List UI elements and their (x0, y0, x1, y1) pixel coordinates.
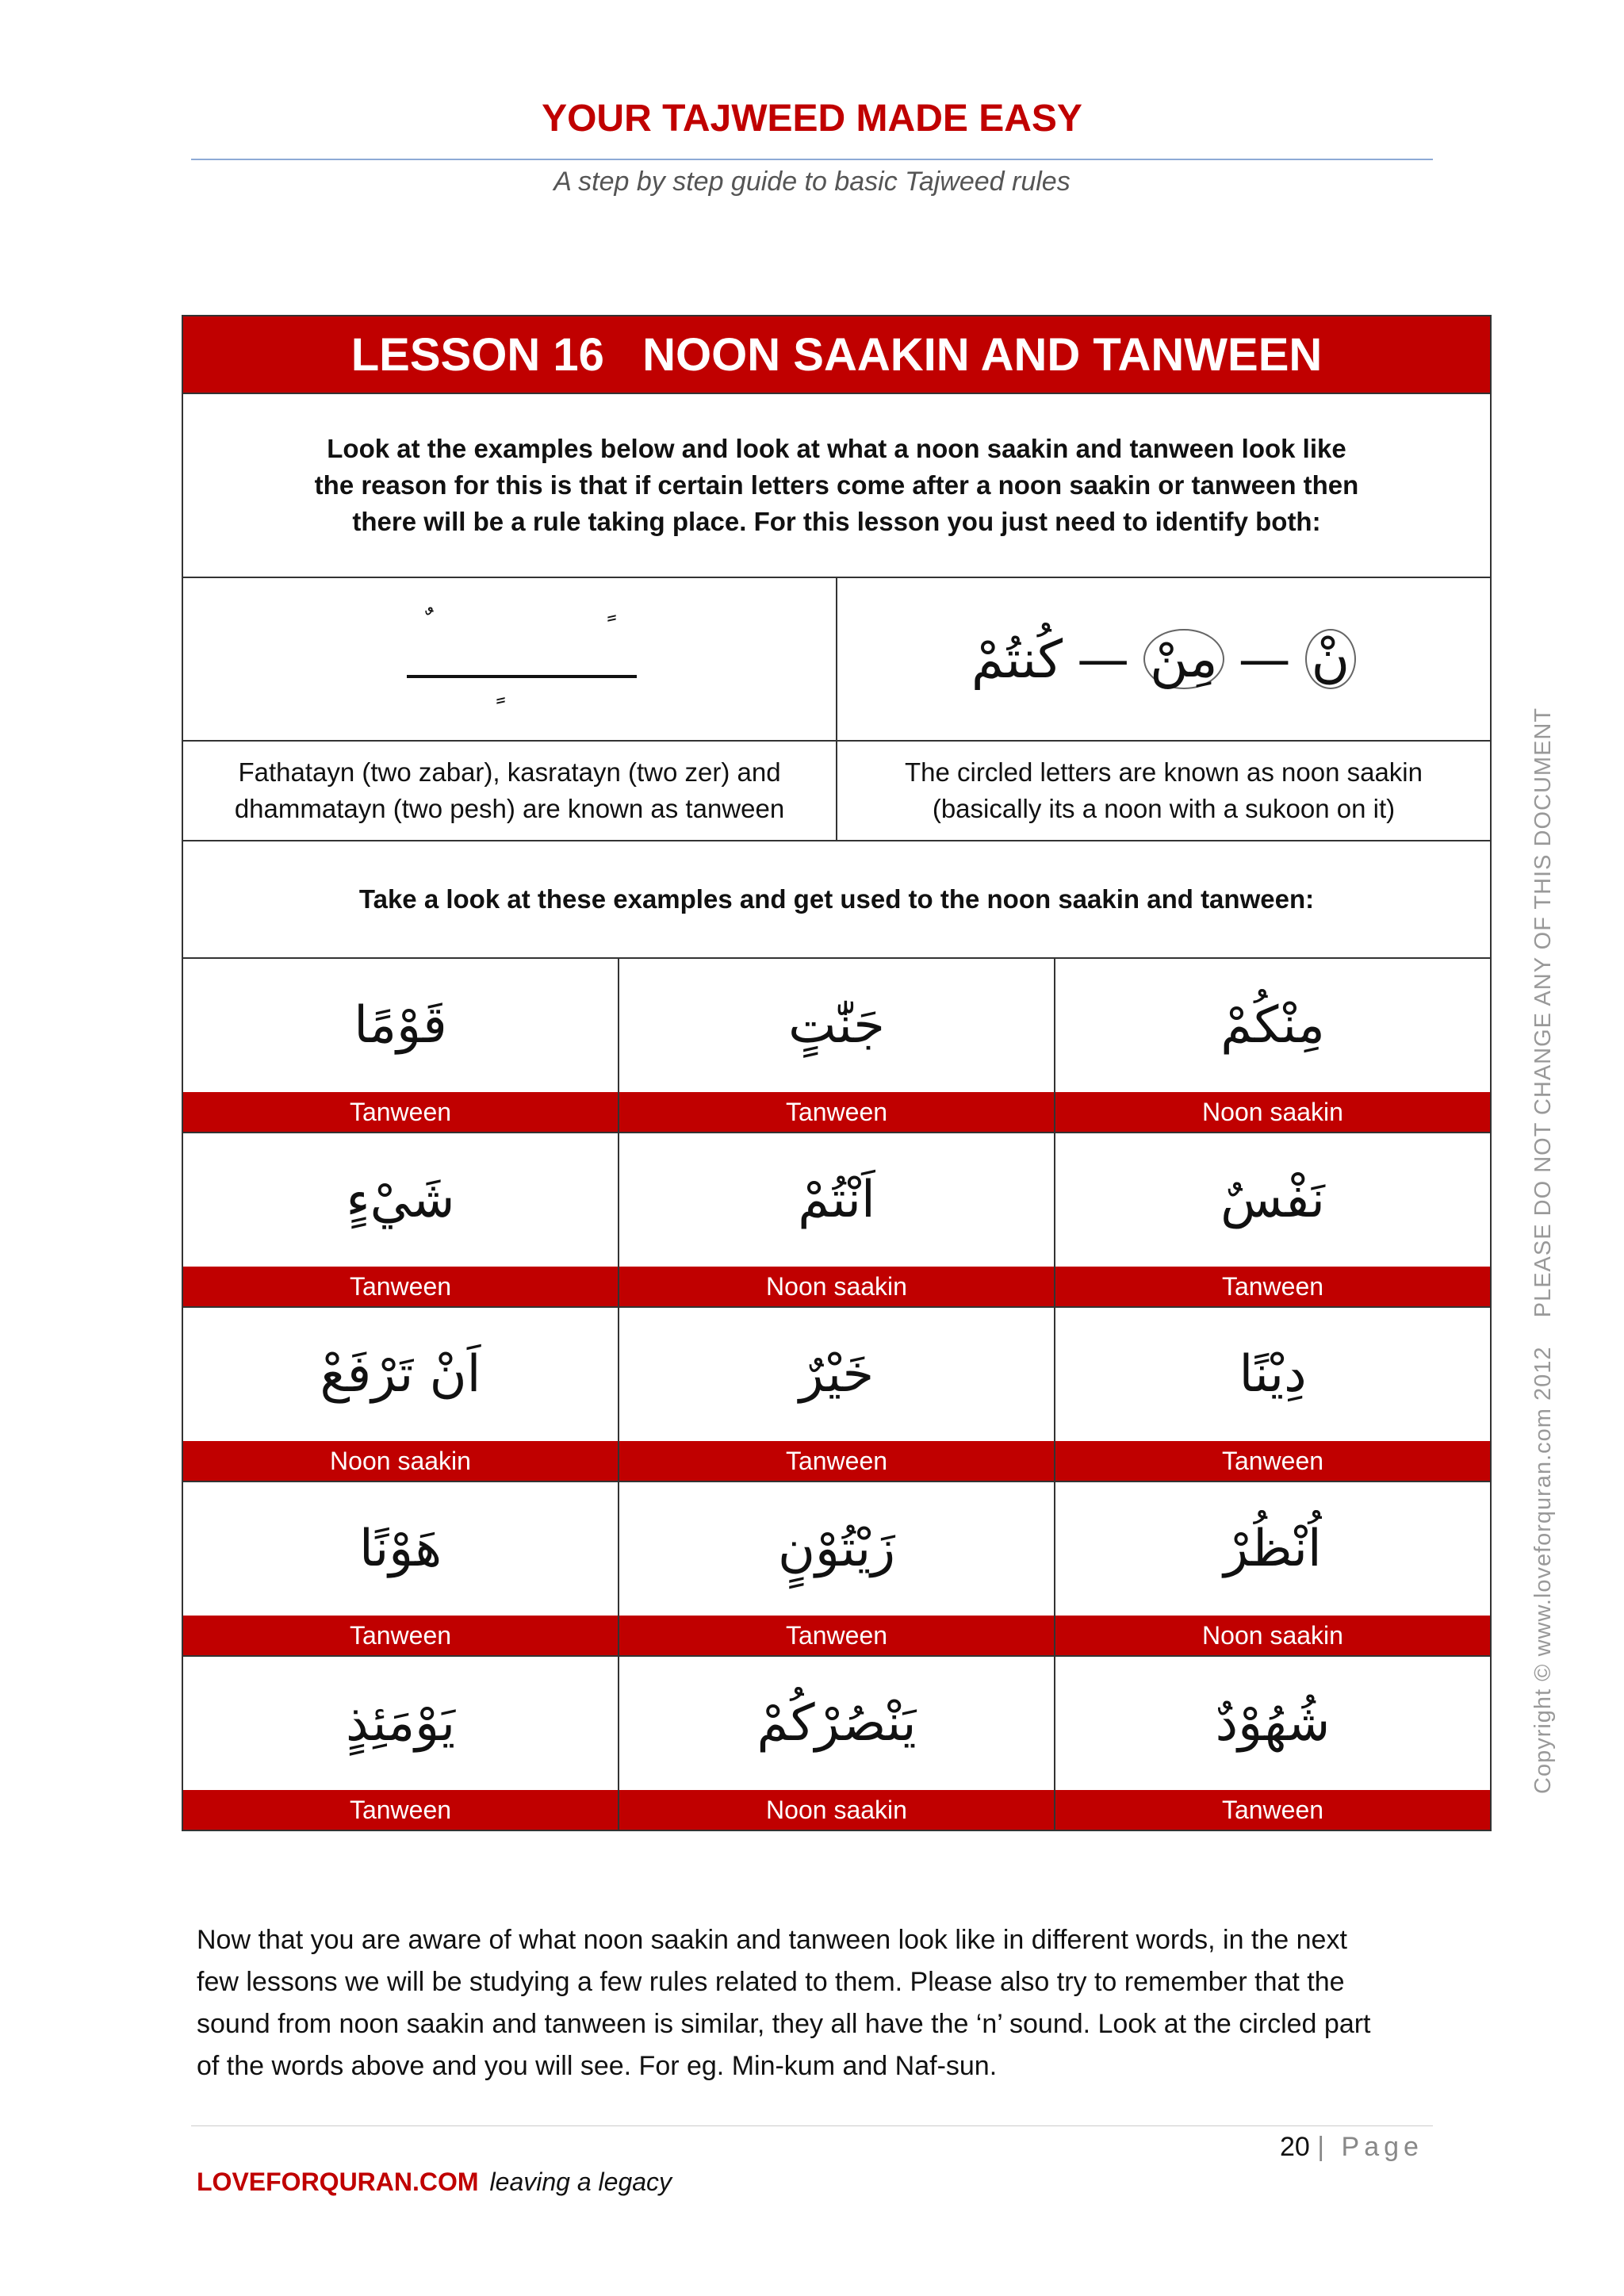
tanween-description (183, 742, 836, 840)
paragraph-line: few lessons we will be studying a few rules related to them. Please also try to remember that the (197, 1967, 1345, 1997)
examples-grid (183, 959, 1490, 1830)
arabic-word: يَنْصُرْكُمْ (619, 1655, 1054, 1790)
grid-row (183, 1481, 1490, 1655)
grid-cell (183, 1481, 618, 1655)
arabic-word: اُنْظُرْ (1055, 1481, 1490, 1616)
grid-cell (183, 1132, 618, 1306)
noon-example-word: كُنتُمْ (971, 628, 1063, 690)
brand-name: LOVEFORQURAN.COM (197, 2168, 479, 2196)
grid-row (183, 1132, 1490, 1306)
grid-cell (618, 1655, 1054, 1830)
look-instruction: Take a look at these examples and get used to the noon saakin and tanween: (183, 841, 1490, 959)
word-type-label: Noon saakin (183, 1441, 618, 1481)
tanween-desc-line: Fathatayn (two zabar), kasratayn (two zer) and (238, 757, 781, 787)
grid-cell (618, 959, 1054, 1132)
intro-line: there will be a rule taking place. For this lesson you just need to identify both: (352, 507, 1321, 536)
word-type-label: Tanween (183, 1092, 618, 1132)
word-type-label: Tanween (619, 1616, 1054, 1655)
grid-cell (183, 959, 618, 1132)
arabic-word: مِنْكُمْ (1220, 996, 1325, 1055)
word-type-label: Noon saakin (1055, 1616, 1490, 1655)
word-type-label: Tanween (183, 1267, 618, 1306)
noon-desc-line: (basically its a noon with a sukoon on it) (932, 794, 1396, 823)
grid-cell (618, 1306, 1054, 1481)
lesson-title: LESSON 16 NOON SAAKIN AND TANWEEN (183, 316, 1490, 394)
grid-cell (1054, 1655, 1490, 1830)
word-type-label: Tanween (1055, 1790, 1490, 1830)
examples-row (183, 578, 1490, 742)
arabic-word: قَوْمًا (354, 996, 447, 1055)
description-row (183, 742, 1490, 841)
arabic-word: دِيْنًا (1055, 1306, 1490, 1441)
paragraph-line: sound from noon saakin and tanween is similar, they all have the ‘n’ sound. Look at the circled part (197, 2009, 1371, 2039)
footer-brand (197, 2168, 672, 2197)
tanween-example-cell (183, 578, 836, 740)
word-type-label: Noon saakin (619, 1790, 1054, 1830)
noon-examples (971, 629, 1356, 690)
page-header-title: YOUR TAJWEED MADE EASY (542, 98, 1082, 140)
grid-cell (183, 1655, 618, 1830)
word-type-label: Tanween (1055, 1267, 1490, 1306)
grid-cell (1054, 1132, 1490, 1306)
lesson-intro (183, 394, 1490, 578)
grid-cell (1054, 1306, 1490, 1481)
arabic-word: زَيْتُوْنٍ (619, 1481, 1054, 1616)
arabic-word: شُهُوْدٌ (1055, 1655, 1490, 1790)
tanween-marks (375, 596, 645, 723)
tanween-baseline (407, 675, 637, 678)
noon-example-word: مِنْ (1143, 629, 1224, 690)
intro-line: Look at the examples below and look at what a noon saakin and tanween look like (327, 434, 1346, 463)
arabic-word: اَنْتُمْ (619, 1132, 1054, 1267)
page-header-subtitle: A step by step guide to basic Tajweed rules (553, 167, 1071, 197)
word-type-label: Noon saakin (619, 1267, 1054, 1306)
page-number (1280, 2132, 1423, 2163)
noon-example-word: نْ (1305, 629, 1356, 690)
intro-line: the reason for this is that if certain letters come after a noon saakin or tanween then (314, 470, 1359, 500)
brand-tagline: leaving a legacy (489, 2168, 672, 2196)
grid-cell (618, 1132, 1054, 1306)
paragraph-line: of the words above and you will see. For eg. Min-kum and Naf-sun. (197, 2051, 998, 2081)
word-type-label: Tanween (183, 1616, 618, 1655)
word-type-label: Tanween (183, 1790, 618, 1830)
dash-separator: — (1238, 628, 1291, 690)
grid-cell (1054, 1481, 1490, 1655)
arabic-word: خَيْرٌ (619, 1306, 1054, 1441)
noon-desc-line: The circled letters are known as noon saakin (904, 757, 1423, 787)
header-divider (191, 159, 1433, 160)
page-label: | Page (1317, 2132, 1423, 2162)
word-type-label: Tanween (619, 1441, 1054, 1481)
word-type-label: Tanween (619, 1092, 1054, 1132)
arabic-word: اَنْ تَرْفَعْ (183, 1306, 618, 1441)
word-type-label: Tanween (1055, 1441, 1490, 1481)
paragraph-line: Now that you are aware of what noon saakin and tanween look like in different words, in the next (197, 1925, 1347, 1955)
noon-example-cell (836, 578, 1490, 740)
arabic-word: شَيْءٍ (183, 1132, 618, 1267)
noon-description (836, 742, 1490, 840)
copyright-side-note: Copyright © www.loveforquran.com 2012 PLEASE DO NOT CHANGE ANY OF THIS DOCUMENT (1530, 707, 1556, 1794)
word-type-label: Noon saakin (1055, 1092, 1490, 1132)
dash-separator: — (1077, 628, 1130, 690)
grid-row (183, 959, 1490, 1132)
grid-cell (1054, 959, 1490, 1132)
grid-cell (183, 1306, 618, 1481)
arabic-word: نَفْسٌ (1055, 1132, 1490, 1267)
grid-row (183, 1306, 1490, 1481)
grid-cell (618, 1481, 1054, 1655)
page-number-value: 20 (1280, 2132, 1310, 2162)
grid-row (183, 1655, 1490, 1830)
arabic-word: جَنّٰتٍ (788, 996, 885, 1055)
arabic-word: هَوْنًا (183, 1481, 618, 1616)
tanween-desc-line: dhammatayn (two pesh) are known as tanween (234, 794, 785, 823)
footer-divider (191, 2125, 1433, 2126)
lesson-table (182, 315, 1492, 1831)
closing-paragraph (197, 1919, 1434, 2087)
arabic-word: يَوْمَئِذٍ (183, 1655, 618, 1790)
